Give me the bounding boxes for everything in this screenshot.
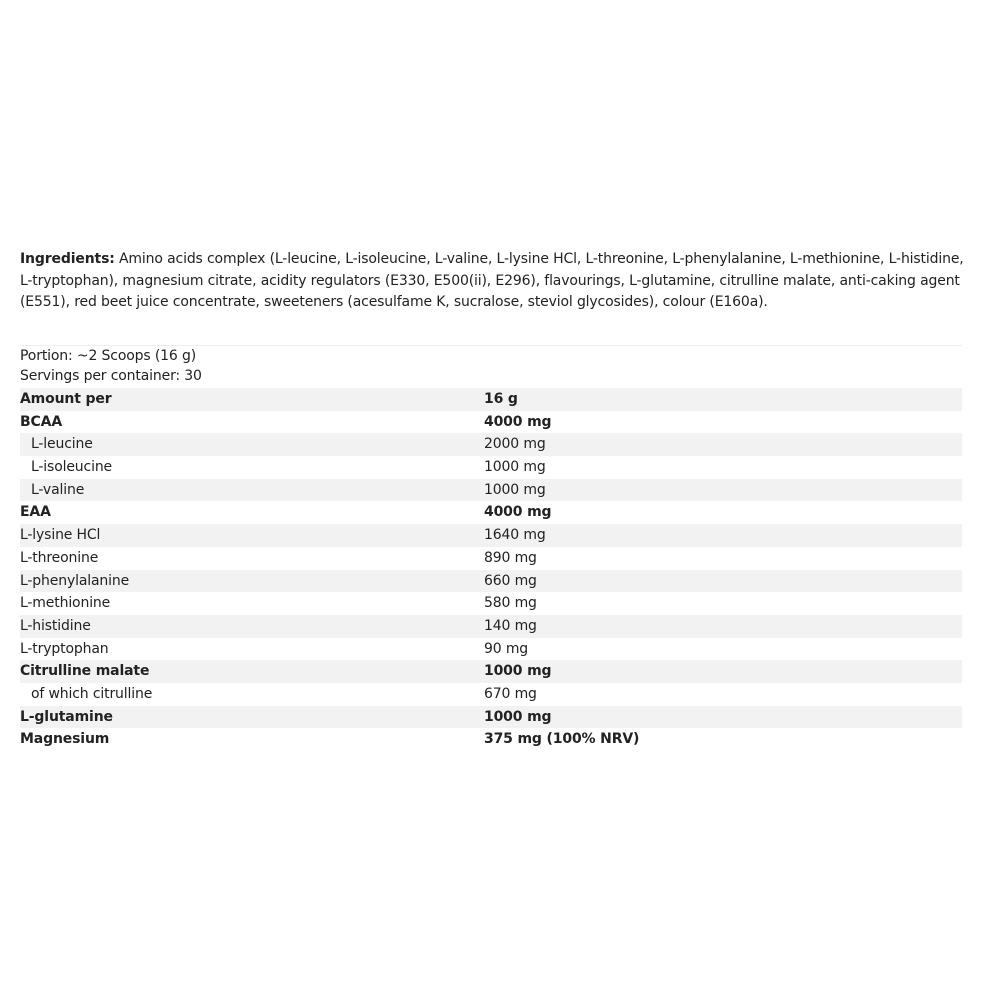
- table-row-l-tryptophan: [20, 638, 962, 661]
- row-name: L-tryptophan: [20, 640, 109, 657]
- row-name: L-threonine: [20, 549, 99, 566]
- row-amount: 16 g: [484, 391, 518, 407]
- row-name: L-leucine: [31, 436, 93, 453]
- row-amount: 375 mg (100% NRV): [484, 731, 640, 748]
- row-amount: 140 mg: [484, 617, 537, 634]
- row-name: Citrulline malate: [20, 663, 150, 680]
- table-row-l-isoleucine: [20, 456, 962, 479]
- row-name: EAA: [20, 504, 51, 521]
- row-name: BCAA: [20, 413, 63, 430]
- row-name: Magnesium: [20, 731, 110, 748]
- table-row-citrulline-malate: [20, 660, 962, 683]
- row-amount: 1000 mg: [484, 708, 552, 725]
- row-name: L-valine: [31, 481, 85, 498]
- table-row-l-valine: [20, 479, 962, 502]
- portion-text: Portion: ~2 Scoops (16 g): [20, 348, 197, 364]
- table-row-l-phenylalanine: [20, 570, 962, 593]
- table-row-magnesium: [20, 728, 962, 751]
- table-row-l-methionine: [20, 592, 962, 615]
- row-name: of which citrulline: [31, 685, 153, 702]
- row-name: L-isoleucine: [31, 459, 113, 476]
- nutrition-table: [20, 388, 962, 751]
- row-amount: 670 mg: [484, 685, 537, 702]
- row-name: L-lysine HCl: [20, 527, 101, 544]
- ingredients-text: Amino acids complex (L-leucine, L-isoleucine, L-valine, L-lysine HCl, L-threonine, L-phenylalanine, L-methionine, L-histidine, L-tryptophan), magnesium citrate, acidity regulators (E330, E500(ii), E296), flavourings, L-glutamine, citrulline malate, anti-caking agent (E551), red beet juice concentrate, sweeteners (acesulfame K, sucralose, steviol glycosides), colour (E160a).: [20, 251, 964, 310]
- row-name: Amount per: [20, 391, 112, 407]
- row-amount: 90 mg: [484, 640, 529, 657]
- row-name: L-histidine: [20, 617, 91, 634]
- row-amount: 580 mg: [484, 595, 537, 612]
- row-amount: 1000 mg: [484, 663, 552, 680]
- table-row-eaa: [20, 501, 962, 524]
- row-name: L-glutamine: [20, 708, 113, 725]
- table-row-l-histidine: [20, 615, 962, 638]
- row-amount: 4000 mg: [484, 504, 552, 521]
- row-amount: 1000 mg: [484, 459, 546, 476]
- row-amount: 1000 mg: [484, 481, 546, 498]
- table-row-l-leucine: [20, 433, 962, 456]
- table-row-bcaa: [20, 411, 962, 434]
- row-amount: 4000 mg: [484, 413, 552, 430]
- table-row-l-lysine: [20, 524, 962, 547]
- ingredients-paragraph: [20, 249, 965, 314]
- row-amount: 660 mg: [484, 572, 537, 589]
- row-name: L-phenylalanine: [20, 572, 130, 589]
- table-row-l-threonine: [20, 547, 962, 570]
- table-row-amount-per: [20, 388, 962, 411]
- servings-text: Servings per container: 30: [20, 368, 202, 384]
- ingredients-label: Ingredients:: [20, 251, 115, 267]
- row-name: L-methionine: [20, 595, 111, 612]
- row-amount: 2000 mg: [484, 436, 546, 453]
- row-amount: 1640 mg: [484, 527, 546, 544]
- row-amount: 890 mg: [484, 549, 537, 566]
- table-row-of-which-citrulline: [20, 683, 962, 706]
- table-row-l-glutamine: [20, 706, 962, 729]
